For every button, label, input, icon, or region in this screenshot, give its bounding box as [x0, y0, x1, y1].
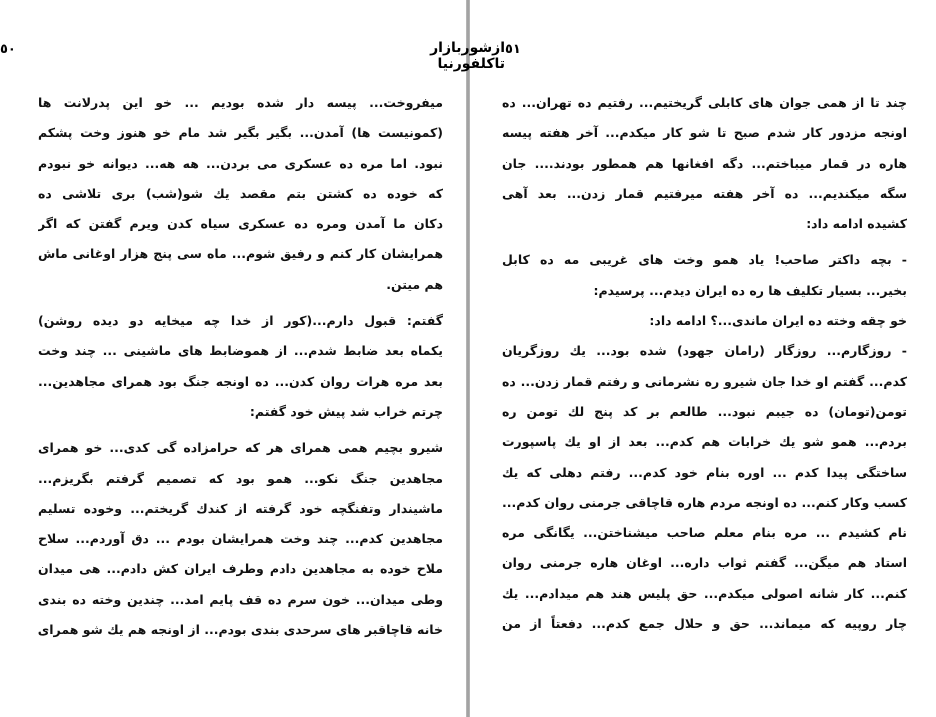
text-line: که خوده ده کشتن بتم مقصد یك شو(شب) بری تلاشی ده — [38, 185, 443, 201]
left-page-text — [38, 88, 443, 645]
text-line: شیرو بچیم همی همرای هر که حرامزاده گی کدی... خو همرای — [38, 440, 443, 456]
text-line: خو چقه وخته ده ایران ماندی...؟ ادامه داد: — [649, 313, 907, 329]
right-page-number: ٥١ — [505, 42, 521, 57]
text-line: نام کشیدم ... مره بنام معلم صاحب میشناختن... یگانگی مره — [502, 525, 907, 541]
text-line: هاره در قمار میباختم... دگه افغانها هم همطور بودند.... جان — [502, 155, 907, 171]
text-line: چرتم خراب شد پیش خود گفتم: — [249, 403, 443, 419]
text-line: گفتم: قبول دارم...(کور از خدا چه میخایه دو دیده روشن) — [38, 313, 443, 329]
text-line: بردم... همو شو یك خرابات هم کدم... بعد از او یك پاسپورت — [502, 434, 907, 450]
text-line: مجاهدین کدم... چند وخت همرایشان بودم ... دق آوردم... سلاح — [38, 531, 443, 547]
text-line: ساختگی پیدا کدم ... اوره بنام خود کدم... رفتم دهلی که یك — [502, 464, 907, 480]
text-line: اونجه مزدور کار شدم صبح تا شو کار میکدم... آخر هفته پیسه — [502, 125, 907, 141]
text-line: چار روپیه که میماند... حق و حلال جمع کدم... دفعتاً از من — [502, 616, 907, 632]
text-line: همرایشان کار کنم و رفیق شوم... ماه سی پنج هزار اوغانی ماش — [38, 246, 443, 262]
left-page-number: ٥٠ — [0, 42, 16, 57]
text-line: ملاح خوده به مجاهدین دادم وطرف ایران کش دادم... هی میدان — [38, 561, 443, 577]
text-line: سگه میکندیم... ده آخر هفته میرفتیم قمار زدن... بعد آهی — [502, 185, 907, 201]
text-line: هم میتن. — [386, 276, 443, 292]
text-line: دکان ما آمدن ومره ده عسکری سیاه کدن ویرم گفتن که اگر — [38, 216, 443, 232]
text-line: کدم... گفتم او خدا جان شیرو ره نشرمانی و رفتم قمار زدن... ده — [502, 373, 907, 389]
right-header-title: ازشوربازار تاکلفورنیا — [430, 40, 505, 72]
text-line: تومن(تومان) ده جیبم نبود... طالعم بر کد پنج لك تومن ره — [502, 403, 907, 419]
text-line: - بچه داکتر صاحب! یاد همو وخت های غریبی مه ده کابل — [502, 252, 907, 268]
text-line: - روزگارم... روزگار (رامان جهود) شده بود... یك روزگریان — [502, 343, 907, 359]
text-line: نبود. اما مره ده عسکری می بردن... هه هه... دیوانه خو نبودم — [38, 155, 443, 171]
text-line: مجاهدین جنگ نکو... همو بود که تصمیم گرفتم بگریزم... — [38, 470, 443, 486]
text-line: چند تا از همی جوان های کابلی گریختیم... رفتیم ده تهران... ده — [502, 95, 907, 110]
text-line: خانه قاچاقبر های سرحدی بندی بودم... از اونجه هم یك شو همرای — [38, 622, 443, 638]
right-page-text — [502, 88, 907, 639]
text-line: ماشیندار وتفنگچه خود گرفته از کندك گریختم... وخوده تسلیم — [38, 500, 443, 516]
text-line: (کمونیست ها) آمدن... بگیر بگیر شد مام خو هنوز وخت پشکم — [38, 125, 443, 141]
text-line: بخیر... بسیار تکلیف ها ره ده ایران دیدم... پرسیدم: — [593, 282, 907, 298]
text-line: وطی میدان... خون سرم ده قف پایم امد... چندین وخته ده بندی — [38, 591, 443, 607]
text-line: یکماه بعد ضابط شدم... از هموضابط های ماشینی ... چند وخت — [38, 343, 443, 359]
text-line: بعد مره هرات روان کدن... ده اونجه جنگ بود همرای مجاهدین... — [38, 373, 443, 389]
text-line: میفروخت... پیسه دار شده بودیم ... خو این پدرلانت ها — [38, 95, 443, 110]
text-line: کنم... کار شانه اصولی میکدم... حق پلیس هند هم میدادم... یك — [502, 585, 907, 601]
text-line: کشیده ادامه داد: — [806, 216, 907, 232]
text-line: کسب وکار کنم... ده اونجه مردم هاره قاچاقی جرمنی روان کدم... — [502, 494, 907, 510]
text-line: استاد هم میگن... گفتم ثواب داره... اوغان هاره جرمنی روان — [502, 555, 907, 571]
